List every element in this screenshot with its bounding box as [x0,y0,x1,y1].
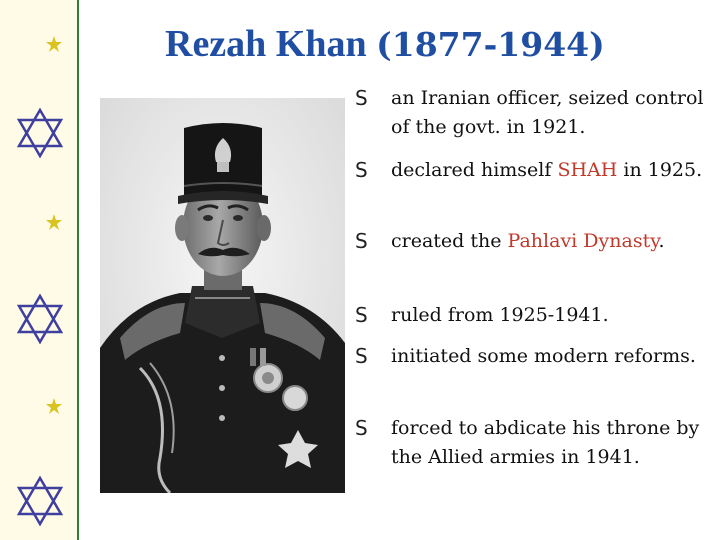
bullet-text: ruled from 1925-1941. [391,304,609,326]
bullet-text: initiated some modern reforms. [391,345,696,367]
bullet-text: forced to abdicate his throne by the Allied armies in 1941. [391,417,700,468]
slide-title [165,22,605,66]
star-of-david-icon [14,292,66,344]
bullet-icon: S [355,158,368,182]
bullet-icon: S [355,416,368,440]
crescent-star-icon [14,192,66,244]
left-decorative-band [0,0,79,540]
bullet-text: an Iranian officer, seized control of the govt. in 1921. [391,87,704,138]
bullet-icon: S [355,303,368,327]
bullet-text: declared himself [391,159,558,181]
list-item [355,414,710,472]
list-item [355,84,710,142]
list-item [355,342,710,371]
bullet-text-tail: . [658,230,665,252]
crescent-star-icon [14,14,66,66]
bullet-icon: S [355,86,368,110]
bullet-icon: S [355,344,368,368]
bullet-icon: S [355,229,368,253]
title-years: (1877-1944) [376,25,605,64]
title-name: Rezah Khan [165,23,367,65]
list-item [355,227,710,256]
list-item [355,301,710,330]
portrait-photo [100,98,345,493]
vertical-divider [77,0,79,540]
crescent-star-icon [14,376,66,428]
highlight-text: Pahlavi Dynasty [507,230,659,252]
star-of-david-icon [14,474,66,526]
bullet-text: created the [391,230,508,252]
star-of-david-icon [14,106,66,158]
highlight-text: SHAH [557,159,618,181]
list-item [355,156,710,185]
bullet-text-tail: in 1925. [617,159,703,181]
